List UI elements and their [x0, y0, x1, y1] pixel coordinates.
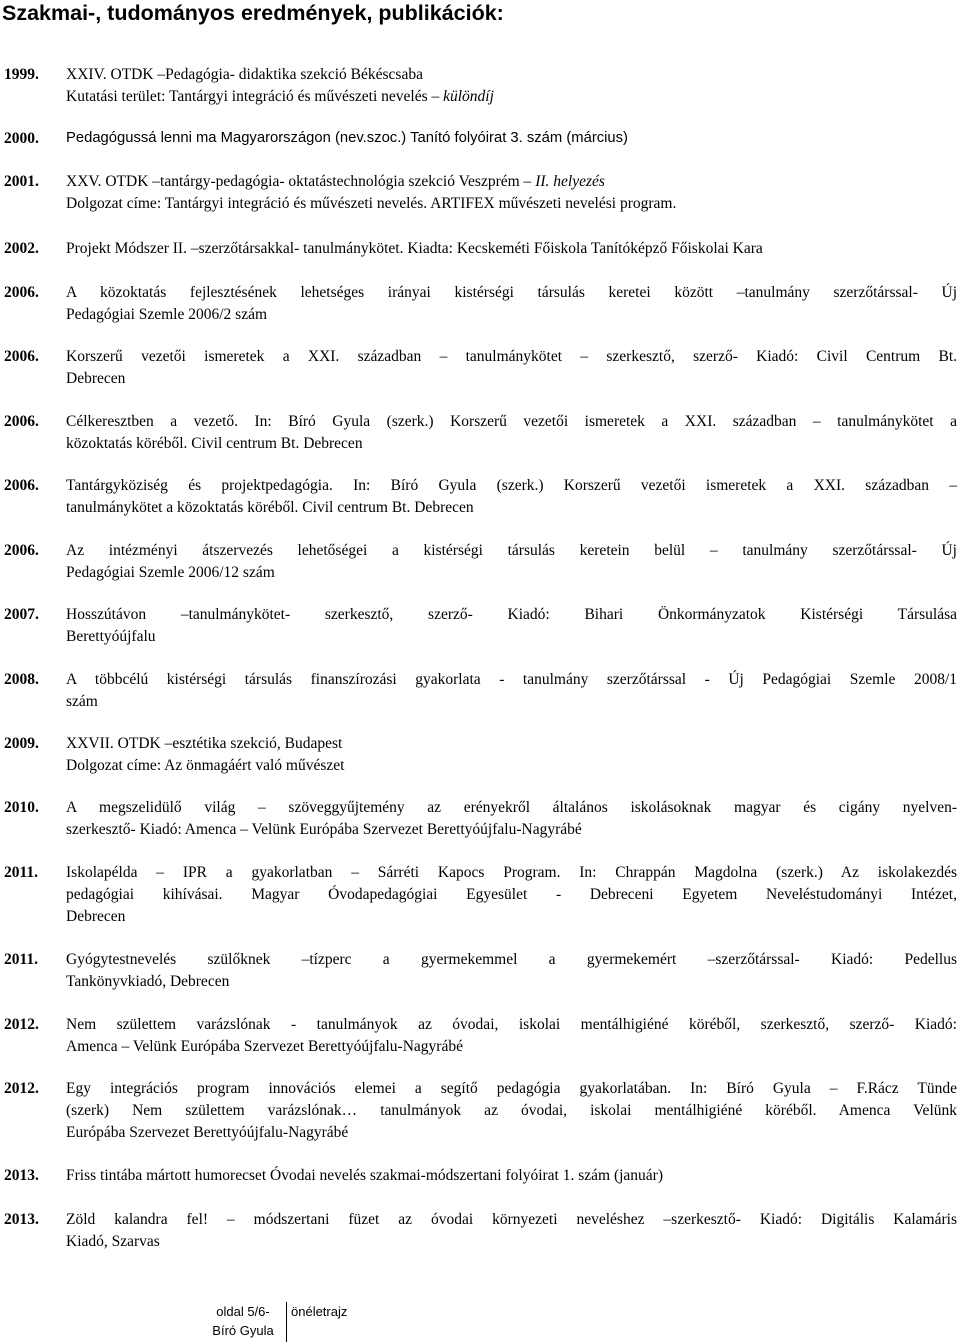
- entry-line-text: szám: [66, 692, 98, 710]
- entry-line: [66, 562, 957, 584]
- footer-page-info: [210, 1302, 276, 1340]
- publication-entry: [0, 128, 957, 150]
- entry-line-text: XXIV. OTDK –Pedagógia- didaktika szekció Békéscsaba: [66, 66, 423, 83]
- entry-year: 2006.: [4, 413, 39, 430]
- entry-year: 2006.: [4, 284, 39, 301]
- publication-entry: [0, 1014, 957, 1058]
- entry-line-text: Célkeresztben a vezető. In: Bíró Gyula (szerk.) Korszerű vezetői ismeretek a XXI. században – tanulmánykötet a: [66, 413, 957, 430]
- entry-line: [66, 691, 957, 713]
- entry-line-text: XXV. OTDK –tantárgy-pedagógia- oktatástechnológia szekció Veszprém –: [66, 173, 536, 190]
- entry-year: 2013.: [4, 1167, 39, 1184]
- publication-entry: [0, 862, 957, 927]
- entry-text: [66, 669, 957, 713]
- entry-year: 1999.: [4, 66, 39, 83]
- entry-line-text: Pedagógussá lenni ma Magyarországon (nev.szoc.) Tanító folyóirat 3. szám (március): [66, 130, 628, 146]
- entry-year: 2012.: [4, 1016, 39, 1033]
- publication-entry: [0, 64, 957, 108]
- publication-entry: [0, 733, 957, 777]
- entry-line: [66, 1122, 957, 1144]
- entry-line: [66, 193, 957, 215]
- entry-line: [66, 604, 957, 626]
- entry-line: [66, 64, 957, 86]
- publication-entry: [0, 171, 957, 215]
- publication-entry: [0, 604, 957, 648]
- entry-line-text: Amenca – Velünk Európába Szervezet Berettyóújfalu-Nagyrábé: [66, 1037, 463, 1055]
- publication-entry: [0, 475, 957, 519]
- footer-page-number: oldal 5/6-: [216, 1304, 270, 1319]
- entry-line: [66, 86, 957, 108]
- entry-text: [66, 862, 957, 927]
- entry-line-text: szerkesztő- Kiadó: Amenca – Velünk Európába Szervezet Berettyóújfalu-Nagyrábé: [66, 820, 582, 838]
- entry-line: [66, 433, 957, 455]
- entry-line: [66, 128, 957, 150]
- entry-line-text: Kutatási terület: Tantárgyi integráció és művészeti nevelés –: [66, 87, 444, 105]
- entry-year: 2011.: [4, 951, 39, 968]
- entry-line-text: Hosszútávon –tanulmánykötet- szerkesztő, szerző- Kiadó: Bihari Önkormányzatok Kistérségi Társulása: [66, 606, 957, 623]
- entry-line-text: tanulmánykötet a közoktatás köréből. Civil centrum Bt. Debrecen: [66, 498, 474, 516]
- entry-line-text: Friss tintába mártott humorecset Óvodai nevelés szakmai-módszertani folyóirat 1. szám (január): [66, 1167, 663, 1184]
- entry-line-text: Dolgozat címe: Az önmagáért való művészet: [66, 756, 345, 774]
- entry-text: [66, 733, 957, 777]
- entry-text: [66, 238, 957, 260]
- entry-award: II. helyezés: [535, 173, 605, 190]
- entry-line: [66, 1209, 957, 1231]
- entry-line: [66, 171, 957, 193]
- entry-text: [66, 64, 957, 108]
- entry-award: különdíj: [443, 87, 494, 105]
- entry-line: [66, 346, 957, 368]
- publication-entry: [0, 669, 957, 713]
- entry-line-text: A közoktatás fejlesztésének lehetséges irányai kistérségi társulás keretei között –tanulmány szerzőtárssal- Új: [66, 284, 957, 301]
- publication-entry: [0, 411, 957, 455]
- page-heading: Szakmai-, tudományos eredmények, publikációk:: [2, 1, 504, 25]
- entry-year: 2010.: [4, 799, 39, 816]
- publication-entry: [0, 1078, 957, 1143]
- entry-text: [66, 128, 957, 150]
- entry-year: 2006.: [4, 348, 39, 365]
- entry-line: [66, 626, 957, 648]
- entry-text: [66, 1165, 957, 1187]
- publication-entry: [0, 238, 957, 260]
- entry-line-text: A többcélú kistérségi társulás finanszírozási gyakorlata - tanulmány szerzőtárssal - Új Pedagógiai Szemle 2008/1: [66, 671, 957, 688]
- entry-line-text: Az intézményi átszervezés lehetőségei a kistérségi társulás keretein belül – tanulmány szerzőtárssal- Új: [66, 542, 957, 559]
- entry-line-text: Iskolapélda – IPR a gyakorlatban – Sárréti Kapocs Program. In: Chrappán Magdolna (szerk.) Az iskolakezdés: [66, 864, 957, 881]
- entry-line: [66, 1165, 957, 1187]
- entry-text: [66, 604, 957, 648]
- entry-text: [66, 171, 957, 215]
- publication-entry: [0, 346, 957, 390]
- entry-text: [66, 346, 957, 390]
- entry-line-text: Nem születtem varázslónak - tanulmányok az óvodai, iskolai mentálhigiéné köréből, szerkesztő, szerző- Kiadó:: [66, 1016, 957, 1033]
- entry-year: 2008.: [4, 671, 39, 688]
- entry-year: 2011.: [4, 864, 39, 881]
- entry-line-text: Tantárgyköziség és projektpedagógia. In: Bíró Gyula (szerk.) Korszerű vezetői ismeretek a XXI. században –: [66, 477, 957, 494]
- entry-line: [66, 971, 957, 993]
- entry-line: [66, 1014, 957, 1036]
- entry-line: [66, 906, 957, 928]
- entry-line: [66, 368, 957, 390]
- entry-line-text: Európába Szervezet Berettyóújfalu-Nagyrábé: [66, 1123, 349, 1141]
- entry-line-text: Tankönyvkiadó, Debrecen: [66, 972, 230, 990]
- entry-line-text: Berettyóújfalu: [66, 627, 156, 645]
- entry-text: [66, 540, 957, 584]
- entry-year: 2006.: [4, 477, 39, 494]
- entry-line: [66, 669, 957, 691]
- publication-entry: [0, 1209, 957, 1253]
- entry-line: [66, 862, 957, 884]
- entry-line-text: közoktatás köréből. Civil centrum Bt. Debrecen: [66, 434, 363, 452]
- footer-doc-label: önéletrajz: [291, 1304, 348, 1319]
- publication-entry: [0, 949, 957, 993]
- entry-line-text: Egy integrációs program innovációs elemei a segítő pedagógia gyakorlatában. In: Bíró Gyula – F.Rácz Tünde: [66, 1080, 957, 1097]
- entry-year: 2007.: [4, 606, 39, 623]
- entry-text: [66, 797, 957, 841]
- footer-doc-type: [286, 1302, 347, 1342]
- entry-line: [66, 733, 957, 755]
- entry-text: [66, 1078, 957, 1143]
- entry-text: [66, 1014, 957, 1058]
- entry-text: [66, 282, 957, 326]
- entry-year: 2013.: [4, 1211, 39, 1228]
- entry-line-text: Debrecen: [66, 369, 126, 387]
- entry-year: 2000.: [4, 130, 39, 147]
- entry-year: 2009.: [4, 735, 39, 752]
- publication-entry: [0, 1165, 957, 1187]
- entry-line-text: Projekt Módszer II. –szerzőtársakkal- tanulmánykötet. Kiadta: Kecskeméti Főiskola Tanítóképző Főiskolai Kara: [66, 240, 763, 257]
- entry-line-text: Debrecen: [66, 907, 126, 925]
- entry-line-text: XXVII. OTDK –esztétika szekció, Budapest: [66, 735, 343, 752]
- entry-line: [66, 304, 957, 326]
- entry-line: [66, 475, 957, 497]
- entry-year: 2001.: [4, 173, 39, 190]
- footer-author: Bíró Gyula: [212, 1323, 274, 1338]
- entry-line-text: Gyógytestnevelés szülőknek –tízperc a gyermekemmel a gyermekemért –szerzőtárssal- Kiadó: Pedellus: [66, 951, 957, 968]
- entry-line: [66, 238, 957, 260]
- entry-line: [66, 797, 957, 819]
- entry-line: [66, 819, 957, 841]
- publication-entry: [0, 797, 957, 841]
- entry-line: [66, 1036, 957, 1058]
- entry-line: [66, 1231, 957, 1253]
- entry-text: [66, 475, 957, 519]
- entry-line: [66, 1078, 957, 1100]
- entry-year: 2002.: [4, 240, 39, 257]
- entry-line: [66, 411, 957, 433]
- entry-line-text: Dolgozat címe: Tantárgyi integráció és művészeti nevelés. ARTIFEX művészeti nevelési program.: [66, 194, 677, 212]
- entry-line: [66, 949, 957, 971]
- entry-line-text: Zöld kalandra fel! – módszertani füzet az óvodai környezeti neveléshez –szerkesztő- Kiadó: Digitális Kalamáris: [66, 1211, 957, 1228]
- entry-line: [66, 282, 957, 304]
- entry-line: [66, 497, 957, 519]
- publication-entry: [0, 282, 957, 326]
- entry-line-text: Korszerű vezetői ismeretek a XXI. században – tanulmánykötet – szerkesztő, szerző- Kiadó: Civil Centrum Bt.: [66, 348, 957, 365]
- entry-line: [66, 884, 957, 906]
- publication-entry: [0, 540, 957, 584]
- entry-text: [66, 949, 957, 993]
- entry-line: [66, 540, 957, 562]
- entry-line-text: Kiadó, Szarvas: [66, 1232, 160, 1250]
- entry-text: [66, 1209, 957, 1253]
- entry-year: 2006.: [4, 542, 39, 559]
- entry-line-text: A megszelidülő világ – szöveggyűjtemény az erényekről általános iskolásoknak magyar és cigány nyelven-: [66, 799, 957, 816]
- entry-line-text: (szerk) Nem születtem varázslónak… tanulmányok az óvodai, iskolai mentálhigiéné köréből. Amenca Velünk: [66, 1101, 957, 1119]
- entry-line-text: pedagógiai kihívásai. Magyar Óvodapedagógiai Egyesület - Debreceni Egyetem Neveléstudományi Intézet,: [66, 885, 957, 903]
- entry-line-text: Pedagógiai Szemle 2006/2 szám: [66, 305, 268, 323]
- entry-year: 2012.: [4, 1080, 39, 1097]
- entry-text: [66, 411, 957, 455]
- entry-line: [66, 755, 957, 777]
- entry-line: [66, 1100, 957, 1122]
- entry-line-text: Pedagógiai Szemle 2006/12 szám: [66, 563, 275, 581]
